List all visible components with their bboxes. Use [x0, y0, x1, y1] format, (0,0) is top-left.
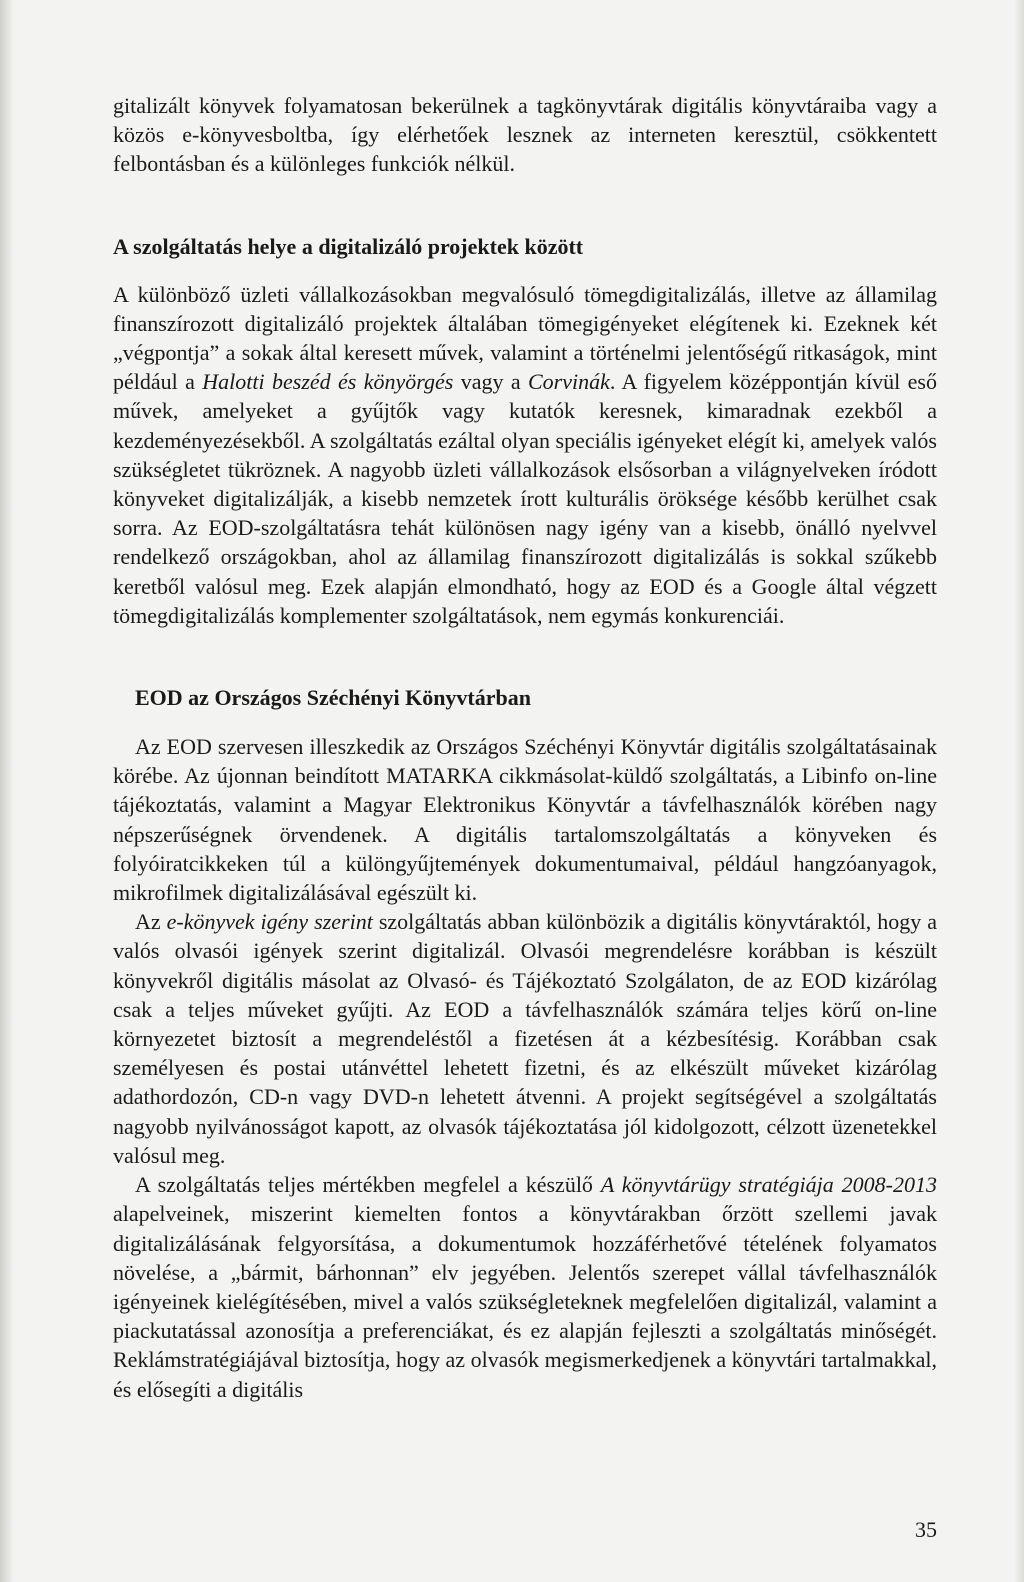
italic-strategy-title: A könyvtárügy stratégiája 2008-2013 — [600, 1172, 937, 1198]
section-heading-wrap — [113, 683, 937, 712]
text-run: alapelveinek, miszerint kiemelten fontos a könyvtárakban őrzött szellemi javak digitalizálásának felgyorsítása, a dokumentumok hozzáférhetővé tételének folyamatos növelése, a „bármit, bárhonnan” elv jegyében. Jelentős szerepet vállal távfelhasználók igényeinek kielégítésében, mivel a valós szükségleteknek megfelelően digitalizál, valamint a piackutatással azonosítja a preferenciákat, és ez alapján fejleszti a szolgáltatás minőségét. Reklámstratégiájával biztosítja, hogy az olvasók megismerkedjenek a könyvtári tartalmakkal, és elősegíti a digitális — [113, 1201, 937, 1402]
page-edge-shadow-right — [1014, 0, 1024, 1582]
italic-service-name: e-könyvek igény szerint — [166, 909, 373, 935]
page-body — [113, 91, 937, 1404]
paragraph-service-place — [113, 280, 937, 630]
text-run: . A figyelem középpontján kívül eső művek, amelyeket a gyűjtők vagy kutatók keresnek, kimaradnak ezekből a kezdeményezésekből. A szolgáltatás ezáltal olyan speciális igényeket elégít ki, amelyek valós szükségletet tükröznek. A nagyobb üzleti vállalkozások elsősorban a világnyelveken íródott könyveket digitalizálják, a kisebb nemzetek írott kulturális öröksége később kerülhet csak sorra. Az EOD-szolgáltatásra tehát különösen nagy igény van a kisebb, önálló nyelvvel rendelkező országokban, ahol az államilag finanszírozott digitalizálás is sokkal szűkebb keretből valósul meg. Ezek alapján elmondható, hogy az EOD és a Google által végzett tömegdigitalizálás komplementer szolgáltatások, nem egymás konkurenciái. — [113, 369, 937, 628]
text-run: A különböző üzleti vállalkozásokban megvalósuló tömegdigitalizálás, illetve az államilag finanszírozott digitalizáló projektek általában tömegigényeket elégítenek ki. Ezeknek két „végpontja” a sokak által keresett művek, valamint a történelmi jelentőségű ritkaságok, mint például a — [113, 281, 937, 395]
text-run: Az — [135, 909, 167, 935]
continuation-paragraph: gitalizált könyvek folyamatosan bekerülnek a tagkönyvtárak digitális könyvtáraiba vagy a közös e-könyvesboltba, így elérhetőek lesznek az interneten keresztül, csökkentett felbontásban és a különleges funkciók nélkül. — [113, 93, 937, 177]
section-heading-eod-oszk: EOD az Országos Széchényi Könyvtárban — [135, 685, 531, 711]
text-run: A szolgáltatás teljes mértékben megfelel a készülő — [135, 1172, 601, 1198]
paragraph-strategy — [113, 1170, 937, 1404]
italic-title-halotti: Halotti beszéd és könyörgés — [202, 369, 454, 395]
italic-title-corvinak: Corvinák — [528, 369, 610, 395]
text-run: vagy a — [453, 369, 528, 395]
page-number: 35 — [915, 1517, 937, 1542]
paragraph-eod-integration: Az EOD szervesen illeszkedik az Országos Széchényi Könyvtár digitális szolgáltatásainak körébe. Az újonnan beindított MATARKA cikkmásolat-küldő szolgáltatás, a Libinfo on-line tájékoztatás, valamint a Magyar Elektronikus Könyvtár a távfelhasználók körében nagy népszerűségnek örvendenek. A digitális tartalomszolgáltatás a könyveken és folyóiratcikkeken túl a különgyűjtemények dokumentumaival, például hangzóanyagok, mikrofilmek digitalizálásával egészült ki. — [113, 734, 937, 906]
section-heading-service-place: A szolgáltatás helye a digitalizáló projektek között — [113, 233, 584, 259]
section-heading-wrap — [113, 232, 937, 261]
page-edge-shadow — [0, 0, 14, 1582]
text-run: szolgáltatás abban különbözik a digitális könyvtáraktól, hogy a valós olvasói igények szerint digitalizál. Olvasói megrendelésre korábban is készült könyvekről digitális másolat az Olvasó- és Tájékoztató Szolgálaton, de az EOD kizárólag csak a teljes műveket gyűjti. Az EOD a távfelhasználók számára teljes körű on-line környezetet biztosít a megrendeléstől a fizetésen át a kézbesítésig. Korábban csak személyesen és postai utánvéttel lehetett fizetni, és az elkészült műveket kizárólag adathordozón, CD-n vagy DVD-n lehetett átvenni. A projekt segítségével a szolgáltatás nagyobb nyilvánosságot kapott, az olvasók tájékoztatása jól kidolgozott, célzott üzenetekkel valósul meg. — [113, 909, 937, 1168]
paragraph-eod-difference — [113, 907, 937, 1170]
